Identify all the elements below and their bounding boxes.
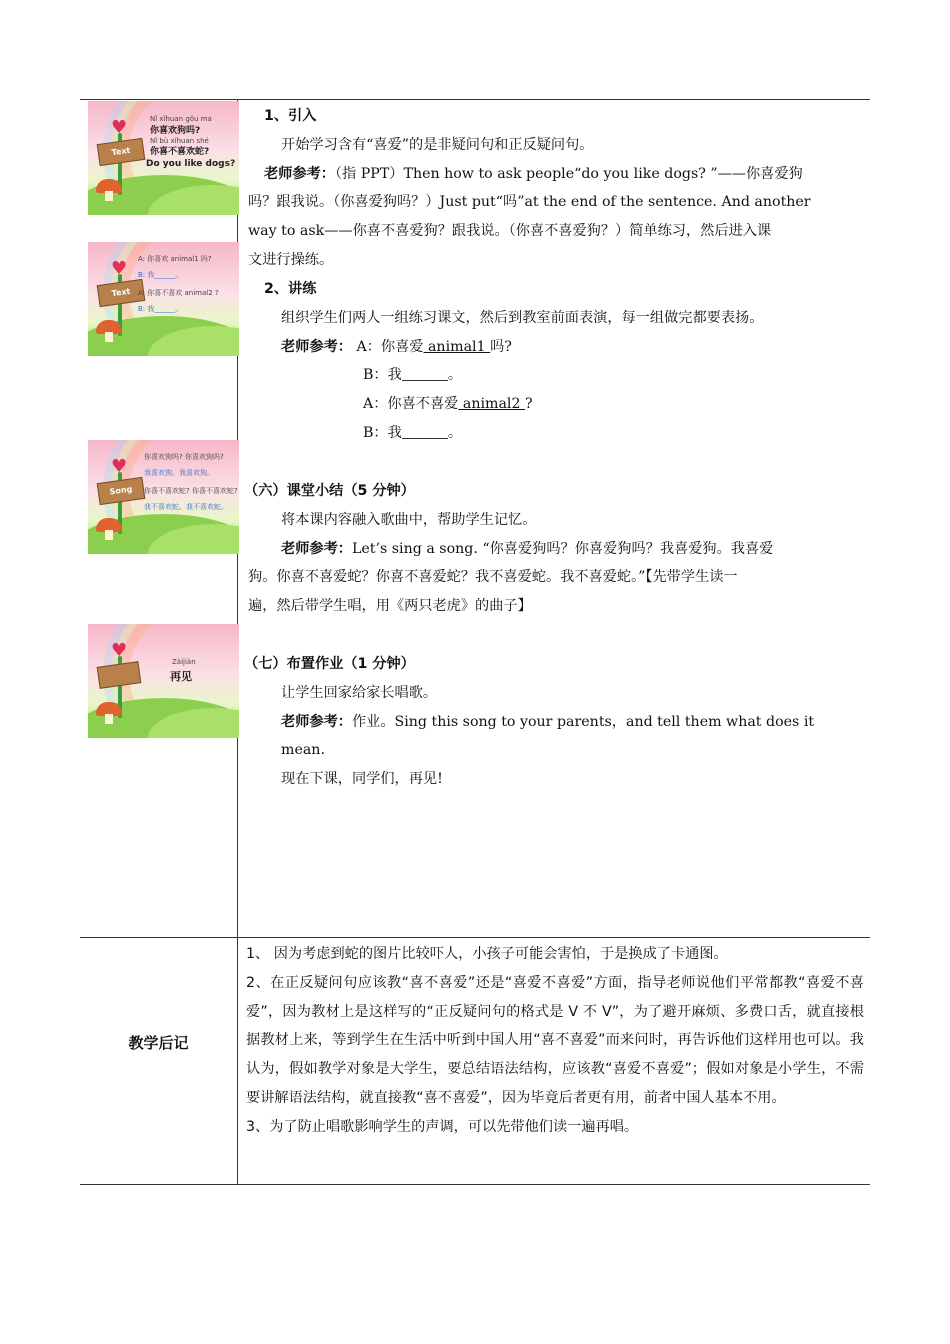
paragraph: 组织学生们两人一组练习课文，然后到教室前面表演，每一组做完都要表扬。 [281,309,764,326]
slide-title: 再见 [170,670,192,683]
slide-line: 你喜不喜欢蛇? 你喜不喜欢蛇? [144,487,238,495]
paragraph: 文进行操练。 [248,251,334,268]
section-heading: （六）课堂小结（5 分钟） [244,483,415,499]
slide-sign: Text [97,279,146,307]
slide-pinyin: Nǐ xǐhuan gǒu ma [150,115,212,123]
slide-line: A: 你喜欢 animal1 吗? [138,255,212,263]
paragraph: 让学生回家给家长唱歌。 [281,684,438,701]
answer-blank [402,366,448,381]
slide-thumbnail-song [88,440,239,554]
paragraph: 将本课内容融入歌曲中，帮助学生记忆。 [281,511,537,528]
dialogue-line: 老师参考： A：你喜爱 animal1 吗? [281,338,512,355]
slide-thumbnail-text [88,242,239,356]
teacher-reference: 老师参考：作业。Sing this song to your parents，and tell them what does it mean. [281,713,815,759]
paragraph: 遍，然后带学生唱，用《两只老虎》的曲子】 [248,598,532,615]
table-bottom-border [80,1184,870,1185]
slide-pinyin: Zàijiàn [172,658,196,666]
slide-thumbnail-intro [88,101,239,215]
table-row-divider [80,937,870,938]
paragraph: 狗。你喜不喜爱蛇？你喜不喜爱蛇？我不喜爱蛇。我不喜爱蛇。”【先带学生读一 [248,569,738,586]
paragraph: 现在下课，同学们，再见! [281,771,443,788]
section-heading: 2、讲练 [264,281,317,297]
slide-line: B: 我______。 [138,271,183,279]
paragraph: 开始学习含有“喜爱”的是非疑问句和正反疑问句。 [281,136,594,153]
paragraph: way to ask——你喜不喜爱狗？跟我说。（你喜不喜爱狗？）简单练习，然后进入课 [248,223,772,240]
section-practice [248,275,860,448]
heart-icon: ♥ [111,258,128,279]
section-heading: 1、引入 [264,108,317,124]
slide-line: 你喜欢狗吗? [150,126,201,136]
slide-line: 我喜欢狗。我喜欢狗。 [144,469,214,477]
dialogue-line: B：我 。 [363,367,463,384]
slide-thumbnail-goodbye [88,624,239,738]
heart-icon: ♥ [111,117,128,138]
heart-icon: ♥ [111,640,128,661]
slide-pinyin: Nǐ bù xǐhuan shé [150,137,209,145]
postscript-notes [246,940,864,1142]
postscript-label: 教学后记 [128,1034,189,1052]
answer-blank [402,424,448,439]
table-top-border [80,99,870,100]
section-homework [244,650,860,794]
paragraph: 吗？跟我说。（你喜爱狗吗？）Just put“吗”at the end of the sentence. And another [248,194,811,211]
slide-line: 我不喜欢蛇。我不喜欢蛇。 [144,503,228,511]
slide-line: A: 你喜不喜欢 animal2 ? [138,289,219,297]
note-item: 3、为了防止唱歌影响学生的声调，可以先带他们读一遍再唱。 [246,1118,639,1135]
slide-sign: Text [97,138,146,166]
slide-line: 你喜欢狗吗? 你喜欢狗吗? [144,453,224,461]
slide-line: 你喜不喜欢蛇? [150,147,210,157]
section-intro [248,102,860,275]
section-summary [244,477,860,621]
note-item: 2、在正反疑问句应该教“喜不喜爱”还是“喜爱不喜爱”方面，指导老师说他们平常都教“喜爱不喜爱”，因为教材上是这样写的“正反疑问句的格式是 V 不 V”，为了避开麻烦、多费口舌，就直接根据教材上来，等到学生在生活中听到中国人用“喜不喜爱”而来问时，再告诉他们这样用也可以。我认为，假如教学对象是大学生，要总结语法结构，应该教“喜爱不喜爱”；假如对象是小学生，不需要讲解语法结构，就直接教“喜不喜爱”，因为毕竟后者更有用，前者中国人基本不用。 [246,974,864,1106]
heart-icon: ♥ [111,456,128,477]
slide-line: B: 我______。 [138,305,183,313]
dialogue-line: B：我 。 [363,424,463,441]
section-heading: （七）布置作业（1 分钟） [244,656,415,672]
reference-label: 老师参考： [264,165,335,182]
dialogue-line: A：你喜不喜爱 animal2 ? [363,396,533,413]
teacher-reference: 老师参考：（指 PPT）Then how to ask people“do you like dogs? ”——你喜爱狗 [264,165,803,182]
slide-sign: Song [97,477,146,505]
slide-line: Do you like dogs? [146,159,236,169]
teacher-reference: 老师参考：Let’s sing a song. “你喜爱狗吗？你喜爱狗吗？我喜爱狗。我喜爱 [281,540,774,557]
note-item: 1、 因为考虑到蛇的图片比较吓人，小孩子可能会害怕，于是换成了卡通图。 [246,946,728,962]
